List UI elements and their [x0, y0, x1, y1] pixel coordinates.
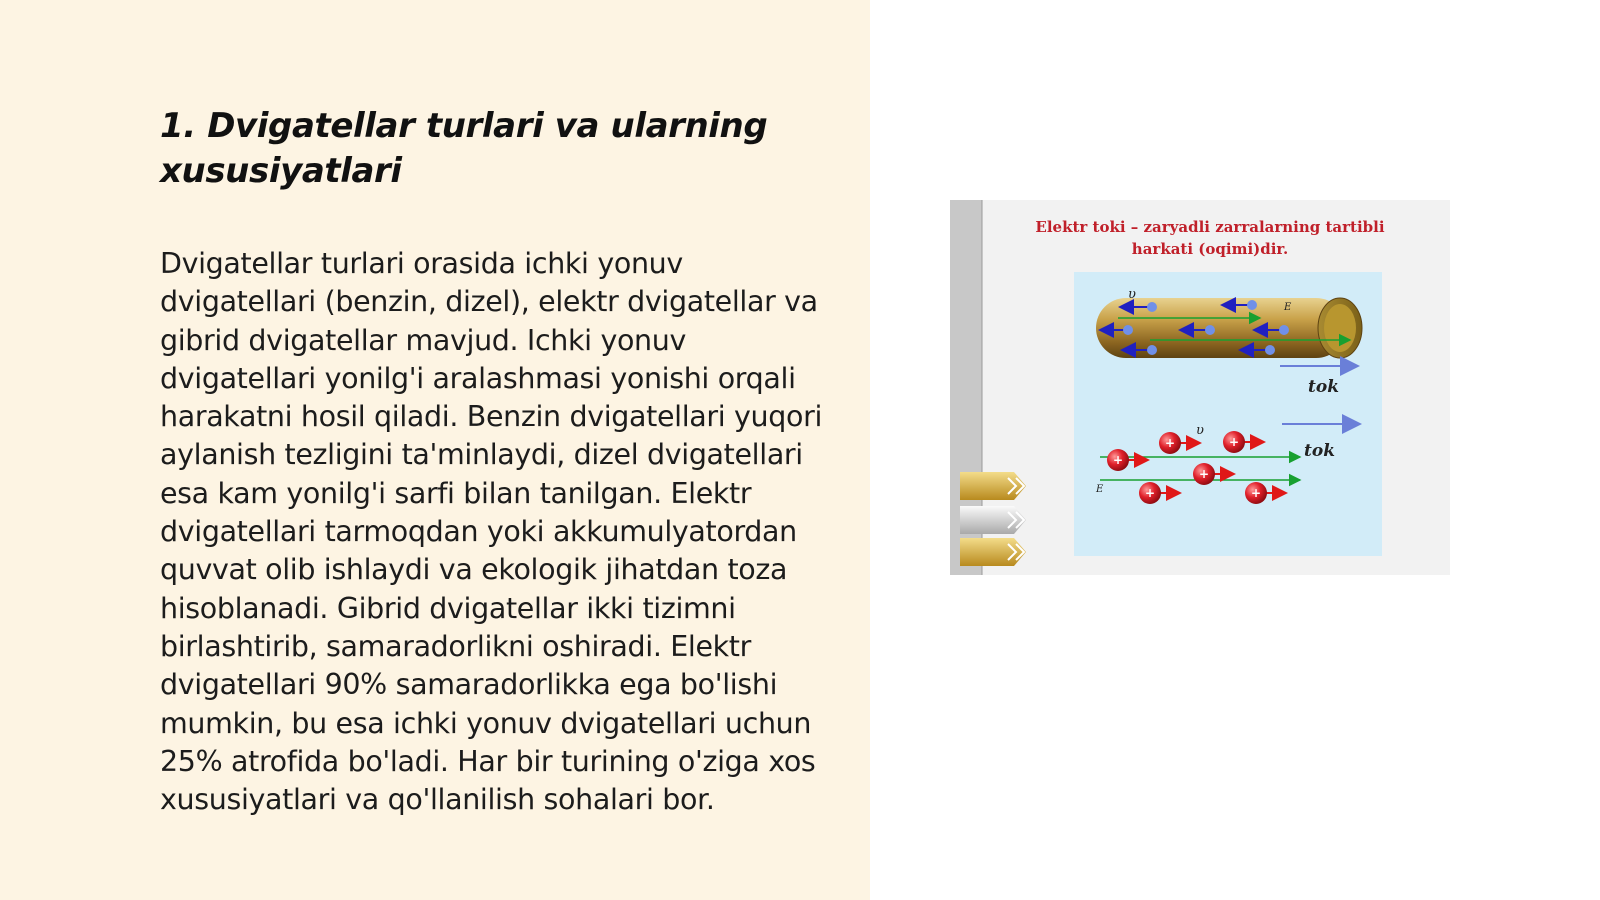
electron	[1279, 325, 1289, 335]
electron	[1147, 302, 1157, 312]
slide-body-text: Dvigatellar turlari orasida ichki yonuv dvigatellari (benzin, dizel), elektr dvigatellar va gibrid dvigatellar mavjud. Ichki yonuv dvigatellari yonilg'i aralashmasi yonishi orqali harakatni hosil qiladi. Benzin dvigatellari yuqori aylanish tezligini ta'minlaydi, dizel dvigatellari esa kam yonilg'i sarfi bilan tanilgan. Elektr dvigatellari tarmoqdan yoki akkumulyatordan quvvat olib ishlaydi va ekologik jihatdan toza hisoblanadi. Gibrid dvigatellar ikki tizimni birlashtirib, samaradorlikni oshiradi. Elektr dvigatellari 90% samaradorlikka ega bo'lishi mumkin, bu esa ichki yonuv dvigatellari uchun 25% atrofida bo'ladi. Har bir turining o'ziga xos xususiyatlari va qo'llanilish sohalari bor.	[160, 247, 823, 817]
electron	[1123, 325, 1133, 335]
current-label-bottom: tok	[1304, 441, 1335, 461]
electron	[1147, 345, 1157, 355]
electron	[1205, 325, 1215, 335]
current-label-top: tok	[1308, 377, 1339, 397]
electric-current-figure	[950, 200, 1450, 575]
plus-sign: +	[1112, 453, 1124, 467]
decorative-ribbons	[960, 472, 1026, 566]
plus-sign: +	[1198, 467, 1210, 481]
figure-caption-line2: harkati (oqimi)dir.	[1131, 240, 1289, 258]
field-label-top: E	[1284, 302, 1292, 313]
plus-sign: +	[1250, 486, 1262, 500]
field-label-bottom: E	[1096, 484, 1104, 495]
slide-title: 1. Dvigatellar turlari va ularning xususiyatlari	[160, 106, 768, 191]
electron	[1265, 345, 1275, 355]
plus-sign: +	[1144, 486, 1156, 500]
figure-caption-line1: Elektr toki – zaryadli zarralarning tartibli	[1035, 218, 1385, 236]
electron	[1247, 300, 1257, 310]
plus-sign: +	[1164, 436, 1176, 450]
velocity-label-top: υ	[1128, 287, 1136, 302]
velocity-label-bottom: υ	[1196, 423, 1204, 438]
plus-sign: +	[1228, 435, 1240, 449]
electric-current-illustration	[950, 200, 1450, 575]
